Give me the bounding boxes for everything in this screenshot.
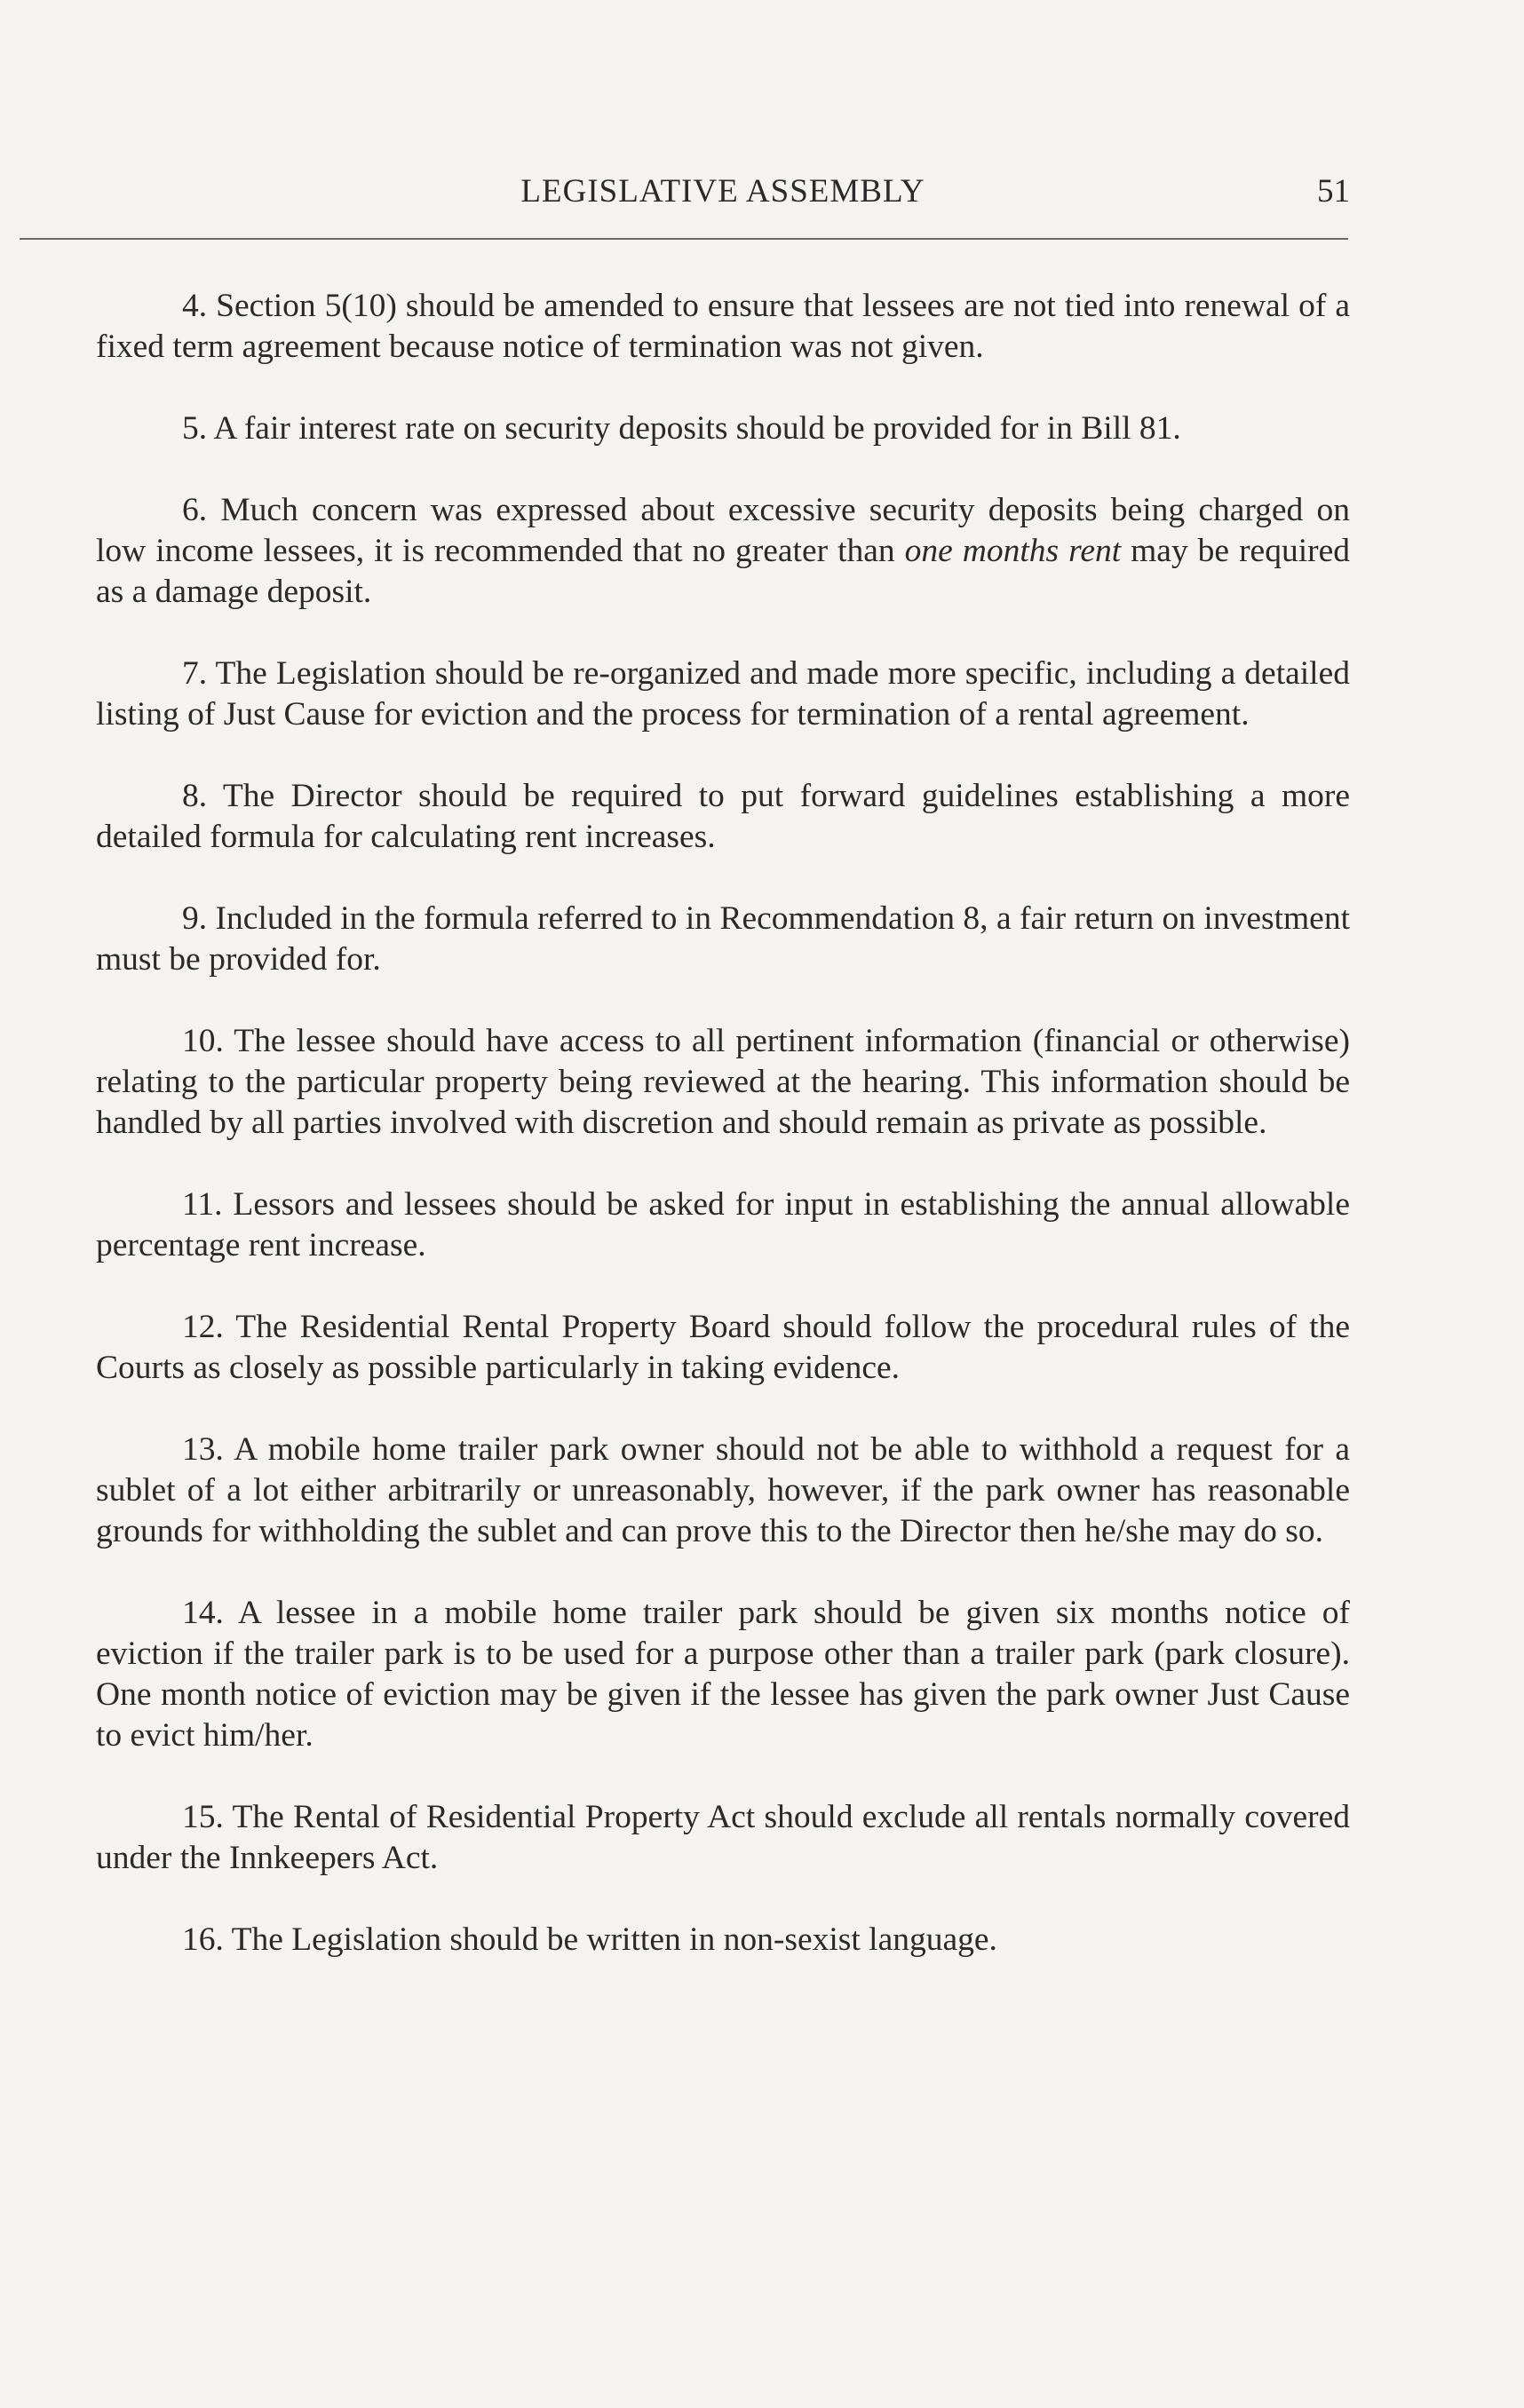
recommendation-14: 14. A lessee in a mobile home trailer park should be given six months notice of eviction if the trailer park is to be used for a purpose other than a trailer park (park closure). One month notice of eviction may be given if the lessee has given the park owner Just Cause to evict him/her. [96,1595,1350,1754]
recommendation-4: 4. Section 5(10) should be amended to ensure that lessees are not tied into renewal of a fixed term agreement because notice of termination was not given. [96,288,1350,365]
recommendation-8: 8. The Director should be required to put forward guidelines establishing a more detailed formula for calculating rent increases. [96,778,1350,855]
recommendation-16: 16. The Legislation should be written in non-sexist language. [182,1921,997,1958]
recommendations-list [96,286,1350,2001]
recommendation-6-text-end: may be required as a damage deposit. [96,533,1350,610]
recommendation-15: 15. The Rental of Residential Property Act should exclude all rentals normally covered under the Innkeepers Act. [96,1799,1350,1876]
page-number: 51 [1317,173,1350,210]
recommendation-9: 9. Included in the formula referred to in Recommendation 8, a fair return on investment must be provided for. [96,900,1350,978]
recommendation-6-text-start: 6. Much concern was expressed about excessive security deposits being charged on low income lessees, it is recommended that no greater than [96,492,1350,569]
recommendation-6 [96,490,1350,613]
recommendation-7: 7. The Legislation should be re-organized and made more specific, including a detailed listing of Just Cause for eviction and the process for termination of a rental agreement. [96,655,1350,733]
recommendation-5: 5. A fair interest rate on security deposits should be provided for in Bill 81. [182,410,1181,447]
recommendation-10: 10. The lessee should have access to all pertinent information (financial or otherwise) relating to the particular property being reviewed at the hearing. This information should be handled by all parties involved with discretion and should remain as private as possible. [96,1023,1350,1141]
recommendation-6-emphasis: one months rent [904,533,1122,569]
recommendation-11: 11. Lessors and lessees should be asked for input in establishing the annual allowable percentage rent increase. [96,1186,1350,1263]
recommendation-12: 12. The Residential Rental Property Board should follow the procedural rules of the Courts as closely as possible particularly in taking evidence. [96,1309,1350,1386]
header-rule [20,238,1348,240]
running-header [96,169,1350,215]
running-title: LEGISLATIVE ASSEMBLY [520,173,925,210]
recommendation-13: 13. A mobile home trailer park owner should not be able to withhold a request for a sublet of a lot either arbitrarily or unreasonably, however, if the park owner has reasonable grounds for withholding the sublet and can prove this to the Director then he/she may do so. [96,1431,1350,1549]
